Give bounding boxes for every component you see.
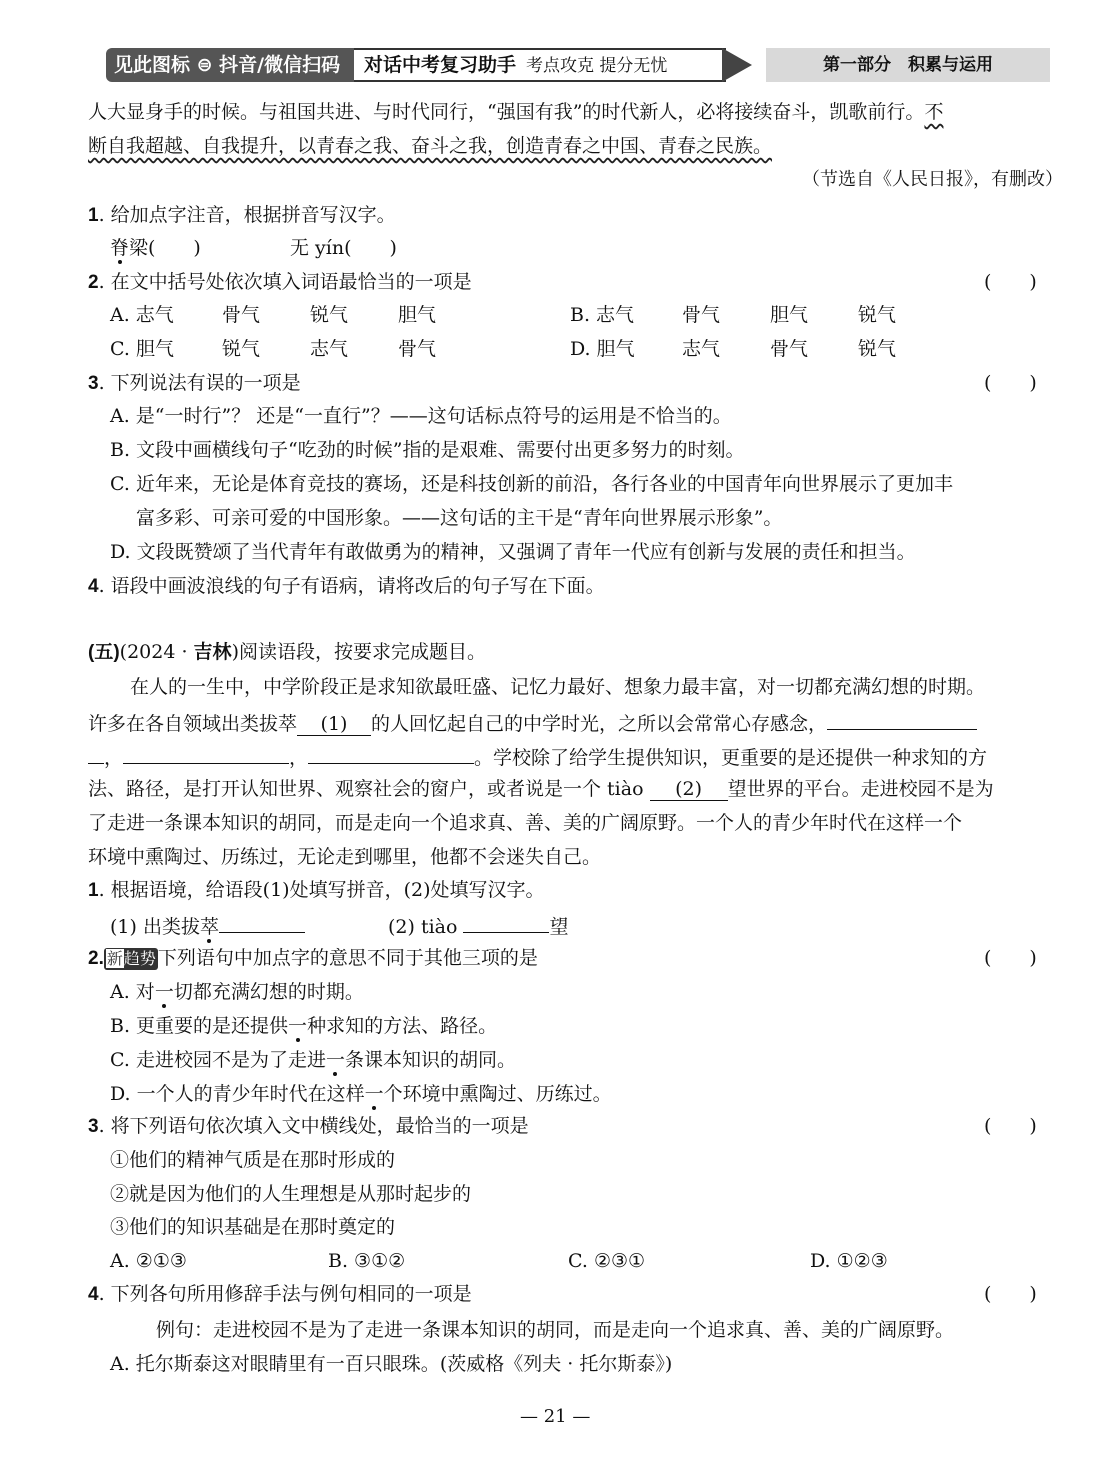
question-5-4 (88, 1282, 472, 1307)
section-title: (五) (88, 642, 120, 663)
blank-line[interactable] (308, 743, 474, 764)
sentence-3: ③他们的知识基础是在那时奠定的 (110, 1216, 396, 1238)
header-slogan: 考点攻克 提分无忧 (526, 56, 668, 76)
question-4-3 (88, 371, 301, 396)
question-5-1-item-2 (388, 912, 569, 939)
passage-source: （节选自《人民日报》，有删改） (802, 169, 1063, 190)
blank-2[interactable]: (2) (650, 778, 728, 801)
blank-1[interactable]: (1) (297, 713, 371, 736)
question-stem: . 给加点字注音，根据拼音写汉字。 (98, 204, 396, 226)
option-a[interactable]: A. 对一切都充满幻想的时期。 (110, 981, 364, 1003)
passage-text: ， (289, 747, 309, 769)
option-word: 锐气 (310, 304, 349, 326)
passage-line: 在人的一生中，中学阶段正是求知欲最旺盛、记忆力最好、想象力最丰富，对一切都充满幻想的时期。 (130, 676, 986, 698)
option-c[interactable]: C. 走进校园不是为了走进一条课本知识的胡同。 (110, 1049, 516, 1071)
passage-line (88, 777, 994, 801)
option-word: 胆气 (398, 304, 437, 326)
answer-paren[interactable]: ( ) (984, 372, 1037, 394)
question-stem: . 根据语境，给语段(1)处填写拼音，(2)处填写汉字。 (98, 879, 545, 901)
item-a: 梁( ) (129, 237, 201, 259)
passage-line: 了走进一条课本知识的胡同，而是走向一个追求真、善、美的广阔原野。一个人的青少年时代在这样一个 (88, 812, 963, 834)
option-a[interactable]: A. ②①③ (110, 1250, 187, 1272)
question-number: 1 (88, 205, 99, 226)
option-word: 骨气 (222, 304, 261, 326)
new-trend-badge: 新趋势 (104, 948, 158, 970)
option-b[interactable]: B. 文段中画横线句子“吃劲的时候”指的是艰难、需要付出更多努力的时刻。 (110, 439, 745, 461)
question-number: 4 (88, 1284, 99, 1305)
passage-text: 法、路径，是打开认知世界、观察社会的窗户，或者说是一个 tiào (88, 778, 644, 800)
passage-text: 的人回忆起自己的中学时光，之所以会常常心存感念， (371, 713, 828, 735)
option-d[interactable]: D. 文段既赞颂了当代青年有敢做勇为的精神，又强调了青年一代应有创新与发展的责任和担当。 (110, 541, 916, 563)
option-word: 志气 (310, 338, 349, 360)
option-b[interactable]: B. 志气 (570, 304, 635, 326)
option-d[interactable]: D. 胆气 (570, 338, 635, 360)
answer-line[interactable] (219, 912, 305, 933)
question-4-1-item-b: 无 yín( ) (290, 237, 397, 259)
option-word: 锐气 (858, 338, 897, 360)
answer-paren[interactable]: ( ) (984, 947, 1037, 969)
blank-line[interactable] (827, 709, 977, 730)
question-number: 2 (88, 272, 99, 293)
question-stem: . 下列说法有误的一项是 (98, 372, 301, 394)
question-stem: . 语段中画波浪线的句子有语病，请将改后的句子写在下面。 (98, 575, 605, 597)
section-instruction: )阅读语段，按要求完成题目。 (231, 641, 486, 663)
question-number: 1 (88, 880, 99, 901)
option-source: (茨威格《列夫 · 托尔斯泰》) (439, 1353, 673, 1375)
passage-line (88, 743, 987, 770)
answer-line[interactable] (463, 912, 549, 933)
section-5-heading (88, 640, 486, 665)
dotted-char: 一 (154, 981, 174, 1003)
section-heading: 第一部分 积累与运用 (766, 48, 1050, 82)
dotted-char: 一 (325, 1049, 345, 1071)
question-number: 4 (88, 576, 99, 597)
example-sentence: 例句：走进校园不是为了走进一条课本知识的胡同，而是走向一个追求真、善、美的广阔原野。 (156, 1319, 955, 1341)
option-d[interactable]: D. 一个人的青少年时代在这样一个环境中熏陶过、历练过。 (110, 1083, 612, 1105)
option-a[interactable]: A. 是“一时行”？ 还是“一直行”？——这句话标点符号的运用是不恰当的。 (110, 405, 732, 427)
option-word: 锐气 (858, 304, 897, 326)
section-source: (2024 · (119, 641, 194, 663)
question-5-2: 2. 新趋势 下列语句中加点字的意思不同于其他三项的是 (88, 947, 538, 969)
passage-text: 望世界的平台。走进校园不是为 (727, 778, 994, 800)
wavy-underlined-text: 不 (924, 101, 944, 123)
blank-line[interactable] (88, 743, 104, 764)
option-c[interactable]: C. 近年来，无论是体育竞技的赛场，还是科技创新的前沿，各行各业的中国青年向世界展示了更加丰 (110, 473, 953, 495)
dotted-char: 一 (364, 1083, 384, 1105)
option-word: 胆气 (770, 304, 809, 326)
dotted-char: 萃 (199, 916, 219, 938)
question-4-1-items (110, 236, 201, 260)
option-word: 骨气 (398, 338, 437, 360)
page-number: — 21 — (520, 1406, 591, 1427)
passage-text: 许多在各自领域出类拔萃 (88, 713, 298, 735)
question-4-1 (88, 203, 396, 228)
option-word: 骨气 (770, 338, 809, 360)
sentence-2: ②就是因为他们的人生理想是从那时起步的 (110, 1183, 472, 1205)
question-number: 2 (88, 948, 99, 969)
option-word: 骨气 (682, 304, 721, 326)
wavy-underlined-text: 断自我超越、自我提升，以青春之我、奋斗之我，创造青春之中国、青春之民族。 (88, 135, 773, 157)
passage-line: 环境中熏陶过、历练过，无论走到哪里，他都不会迷失自己。 (88, 846, 602, 868)
question-5-3 (88, 1114, 529, 1139)
answer-paren[interactable]: ( ) (984, 1115, 1037, 1137)
passage-line (88, 709, 977, 736)
question-4-2 (88, 270, 472, 295)
item-label: (1) 出类拔 (110, 916, 200, 938)
option-b[interactable]: B. ③①② (328, 1250, 406, 1272)
question-5-1 (88, 878, 545, 903)
passage-line (88, 134, 772, 158)
question-number: 3 (88, 373, 99, 394)
passage-line (88, 100, 943, 124)
header-arrow-icon (722, 48, 752, 82)
blank-line[interactable] (123, 743, 289, 764)
section-source-place: 吉林 (193, 642, 232, 663)
dotted-char: 一 (288, 1015, 308, 1037)
option-text: A. 托尔斯泰这对眼睛里有一百只眼珠。 (110, 1353, 440, 1375)
option-b[interactable]: B. 更重要的是还提供一种求知的方法、路径。 (110, 1015, 498, 1037)
option-word: 志气 (682, 338, 721, 360)
question-number: 3 (88, 1116, 99, 1137)
dotted-char: 脊 (110, 237, 130, 259)
header-assistant-banner (354, 48, 726, 82)
option-d[interactable]: D. ①②③ (810, 1250, 888, 1272)
option-c[interactable]: C. 胆气 (110, 338, 174, 360)
question-stem: . 下列各句所用修辞手法与例句相同的一项是 (98, 1283, 472, 1305)
option-c[interactable]: C. ②③① (568, 1250, 646, 1272)
option-a[interactable] (110, 1352, 672, 1376)
item-label: (2) tiào (388, 916, 458, 938)
question-stem: . 将下列语句依次填入文中横线处，最恰当的一项是 (98, 1115, 529, 1137)
option-c-cont: 富多彩、可亲可爱的中国形象。——这句话的主干是“青年向世界展示形象”。 (136, 507, 783, 529)
item-suffix: 望 (549, 916, 569, 938)
header-title: 对话中考复习助手 (364, 54, 517, 76)
option-word: 锐气 (222, 338, 261, 360)
question-stem: . 在文中括号处依次填入词语最恰当的一项是 (98, 271, 472, 293)
sentence-1: ①他们的精神气质是在那时形成的 (110, 1149, 396, 1171)
answer-paren[interactable]: ( ) (984, 1283, 1037, 1305)
passage-text: 人大显身手的时候。与祖国共进、与时代同行，“强国有我”的时代新人，必将接续奋斗，凯歌前行。 (88, 101, 925, 123)
question-stem: 下列语句中加点字的意思不同于其他三项的是 (157, 947, 538, 969)
question-4-4 (88, 574, 605, 599)
passage-text: ， (104, 747, 124, 769)
answer-paren[interactable]: ( ) (984, 271, 1037, 293)
passage-text: 。学校除了给学生提供知识，更重要的是还提供一种求知的方 (474, 747, 988, 769)
header-scan-banner: 见此图标 ⊜ 抖音/微信扫码 (106, 48, 354, 82)
question-5-1-item-1 (110, 912, 305, 939)
option-a[interactable]: A. 志气 (110, 304, 174, 326)
